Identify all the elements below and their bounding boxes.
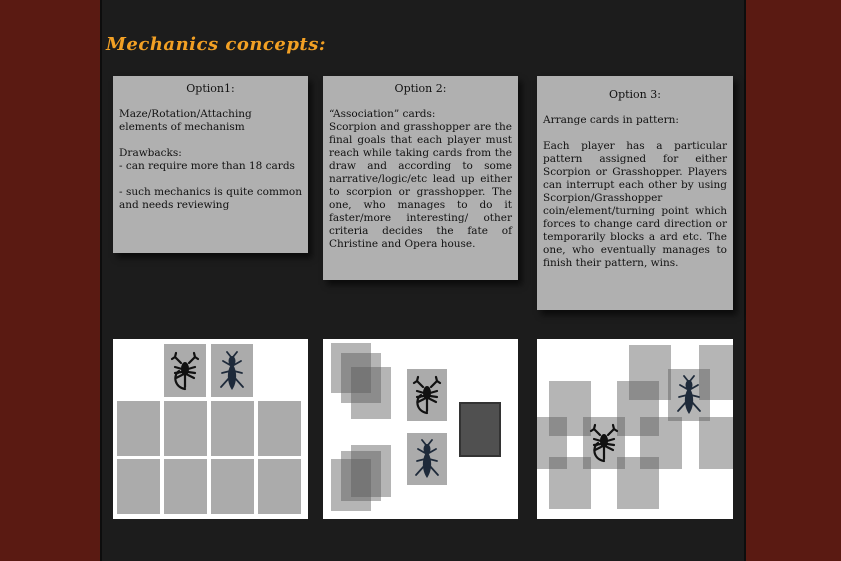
card-slot (164, 401, 207, 456)
grasshopper-card (407, 433, 447, 485)
card-stack (331, 459, 371, 511)
card-slot (164, 459, 207, 514)
scorpion-card (164, 344, 206, 397)
left-border-panel (0, 0, 102, 561)
option-3-card (537, 76, 733, 310)
option-3-heading: Option 3: (609, 88, 661, 101)
right-border-panel (744, 0, 841, 561)
option-3-text: Arrange cards in pattern: (543, 114, 679, 126)
draw-pile (459, 402, 501, 457)
option-3-layout (537, 339, 733, 519)
pattern-card (549, 457, 591, 509)
card-slot (258, 459, 301, 514)
card-slot (117, 401, 160, 456)
card-slot (117, 459, 160, 514)
scorpion-card (407, 369, 447, 421)
pattern-card (617, 457, 659, 509)
grasshopper-card (211, 344, 253, 397)
card-slot (211, 459, 254, 514)
option-2-card (323, 76, 518, 280)
card-slot (258, 401, 301, 456)
card-slot (211, 401, 254, 456)
option-1-text: Drawbacks: (119, 147, 182, 159)
option-2-text: “Association” cards: (329, 108, 436, 120)
option-3-text: Each player has a particular pattern assigned for either Scorpion or Grasshopper. Players can interrupt each other by using Scorpion/Grasshopper coin/element/turning point which forces to change card direction or temporarily blocks a ard etc. The one, who eventually manages to finish their pattern, wins. (543, 140, 727, 269)
option-1-card (113, 76, 308, 253)
option-1-text: - such mechanics is quite common and needs reviewing (119, 186, 302, 211)
option-2-layout (323, 339, 518, 519)
option-1-layout (113, 339, 308, 519)
option-2-text: Scorpion and grasshopper are the final goals that each player must reach while taking cards from the draw and according to some narrative/logic/etc lead up either to scorpion or grasshopper. The one, who manages to do it faster/more interesting/ other criteria decides the fate of Christine and Opera house. (329, 121, 512, 250)
option-1-text: - can require more than 18 cards (119, 160, 295, 172)
option-2-heading: Option 2: (394, 82, 447, 95)
pattern-card (699, 417, 733, 469)
option-1-text: Maze/Rotation/Attaching elements of mechanism (119, 108, 252, 133)
card-stack (351, 367, 391, 419)
page-title: Mechanics concepts: (106, 34, 327, 55)
option-1-heading: Option1: (186, 82, 235, 95)
pattern-card (668, 369, 710, 421)
